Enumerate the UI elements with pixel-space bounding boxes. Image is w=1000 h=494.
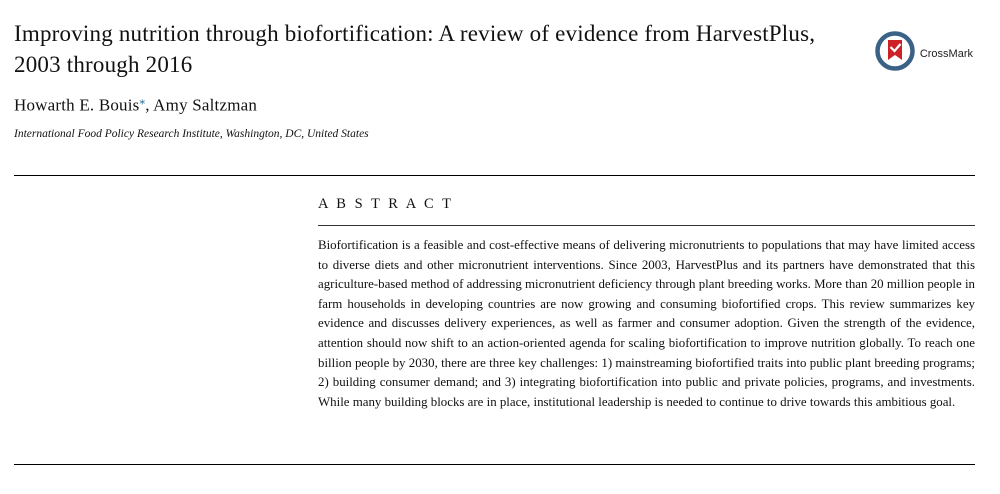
author-first: Howarth E. Bouis xyxy=(14,95,140,115)
corresponding-author-asterisk: ⁎ xyxy=(139,95,146,107)
crossmark-icon xyxy=(874,30,916,77)
authors-line xyxy=(14,94,975,116)
bottom-divider xyxy=(14,464,975,465)
crossmark-badge[interactable] xyxy=(874,30,973,77)
abstract-heading: A B S T R A C T xyxy=(318,196,454,212)
crossmark-label: CrossMark xyxy=(919,47,973,60)
abstract-section xyxy=(318,196,975,412)
author-separator: , xyxy=(145,95,154,115)
top-divider xyxy=(14,175,975,176)
affiliation: International Food Policy Research Institute, Washington, DC, United States xyxy=(14,127,369,140)
header-row xyxy=(14,18,975,80)
abstract-text: Biofortification is a feasible and cost-effective means of delivering micronutrients to populations that may have limited access to diverse diets and other micronutrient interventions. Since 2003, HarvestPlus and its partners have demonstrated that this agriculture-based method of addressing micronutrient deficiency through plant breeding works. More than 20 million people in farm households in developing countries are now growing and consuming biofortified crops. This review summarizes key evidence and discusses delivery experiences, as well as farmer and consumer adoption. Given the strength of the evidence, attention should now shift to an action-oriented agenda for scaling biofortification to improve nutrition globally. To reach one billion people by 2030, there are three key challenges: 1) mainstreaming biofortified traits into public plant breeding programs; 2) building consumer demand; and 3) integrating biofortification into public and private policies, programs, and investments. While many building blocks are in place, institutional leadership is needed to continue to drive towards this ambitious goal. xyxy=(318,225,975,412)
paper-title: Improving nutrition through biofortification: A review of evidence from HarvestPlus, 2003 through 2016 xyxy=(14,21,816,77)
author-second: Amy Saltzman xyxy=(153,95,258,115)
